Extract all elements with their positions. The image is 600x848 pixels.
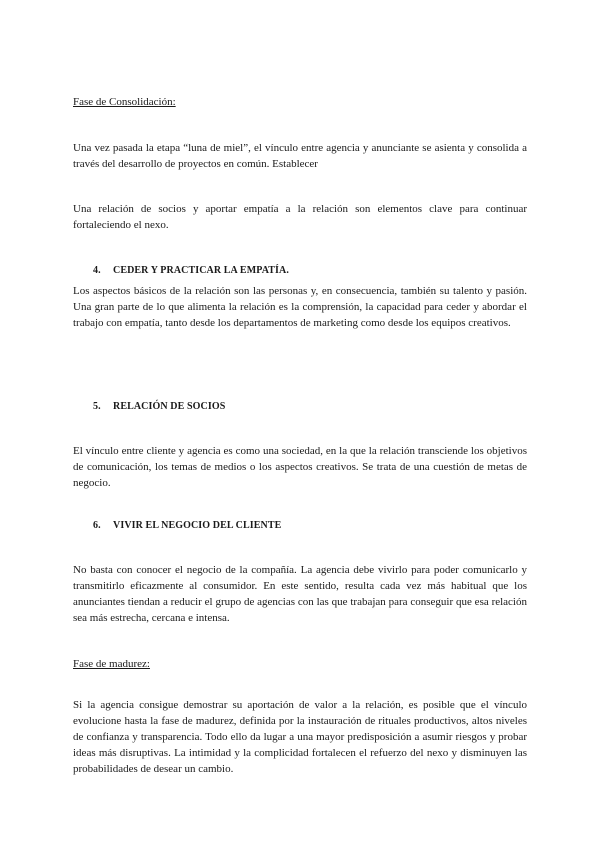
section-4-paragraph: Los aspectos básicos de la relación son las personas y, en consecuencia, también su talento y pasión. Una gran parte de lo que alimenta la relación es la comprensión, la capacidad para ceder y abordar el trabajo con empatía, tanto desde los departamentos de marketing como desde los equipos creativos. [73,285,527,329]
section-heading-5 [93,399,523,415]
section-heading-4 [93,263,523,279]
maturity-paragraph: Si la agencia consigue demostrar su aportación de valor a la relación, es posible que el vínculo evolucione hasta la fase de madurez, definida por la instauración de rituales productivos, altos niveles de confianza y transparencia. Todo ello da lugar a una mayor predisposición a asumir riesgos y probar ideas más disruptivas. La intimidad y la complicidad fortalecen el refuerzo del nexo y disminuyen las probabilidades de desear un cambio. [73,699,527,775]
section-title-6: VIVIR EL NEGOCIO DEL CLIENTE [113,520,282,531]
section-number-4: 4. [93,265,101,276]
consolidation-phase-title: Fase de Consolidación: [73,96,176,108]
section-number-5: 5. [93,401,101,412]
section-heading-6 [93,518,523,534]
section-5-paragraph: El vínculo entre cliente y agencia es como una sociedad, en la que la relación transciende los objetivos de comunicación, los temas de medios o los aspectos creativos. Se trata de una cuestión de metas de negocio. [73,445,527,489]
section-title-4: CEDER Y PRACTICAR LA EMPATÍA. [113,265,289,276]
section-title-5: RELACIÓN DE SOCIOS [113,401,226,412]
section-6-paragraph: No basta con conocer el negocio de la compañía. La agencia debe vivirlo para poder comunicarlo y transmitirlo eficazmente al consumidor. En este sentido, resulta cada vez más habitual que los anunciantes tiendan a reducir el grupo de agencias con las que trabajan para conseguir que esa relación sea más estrecha, cercana e intensa. [73,564,527,624]
consolidation-paragraph-2: Una relación de socios y aportar empatía a la relación son elementos clave para continuar fortaleciendo el nexo. [73,203,527,231]
consolidation-paragraph-1: Una vez pasada la etapa “luna de miel”, el vínculo entre agencia y anunciante se asienta y consolida a través del desarrollo de proyectos en común. Establecer [73,142,527,170]
section-number-6: 6. [93,520,101,531]
maturity-phase-title: Fase de madurez: [73,658,150,670]
